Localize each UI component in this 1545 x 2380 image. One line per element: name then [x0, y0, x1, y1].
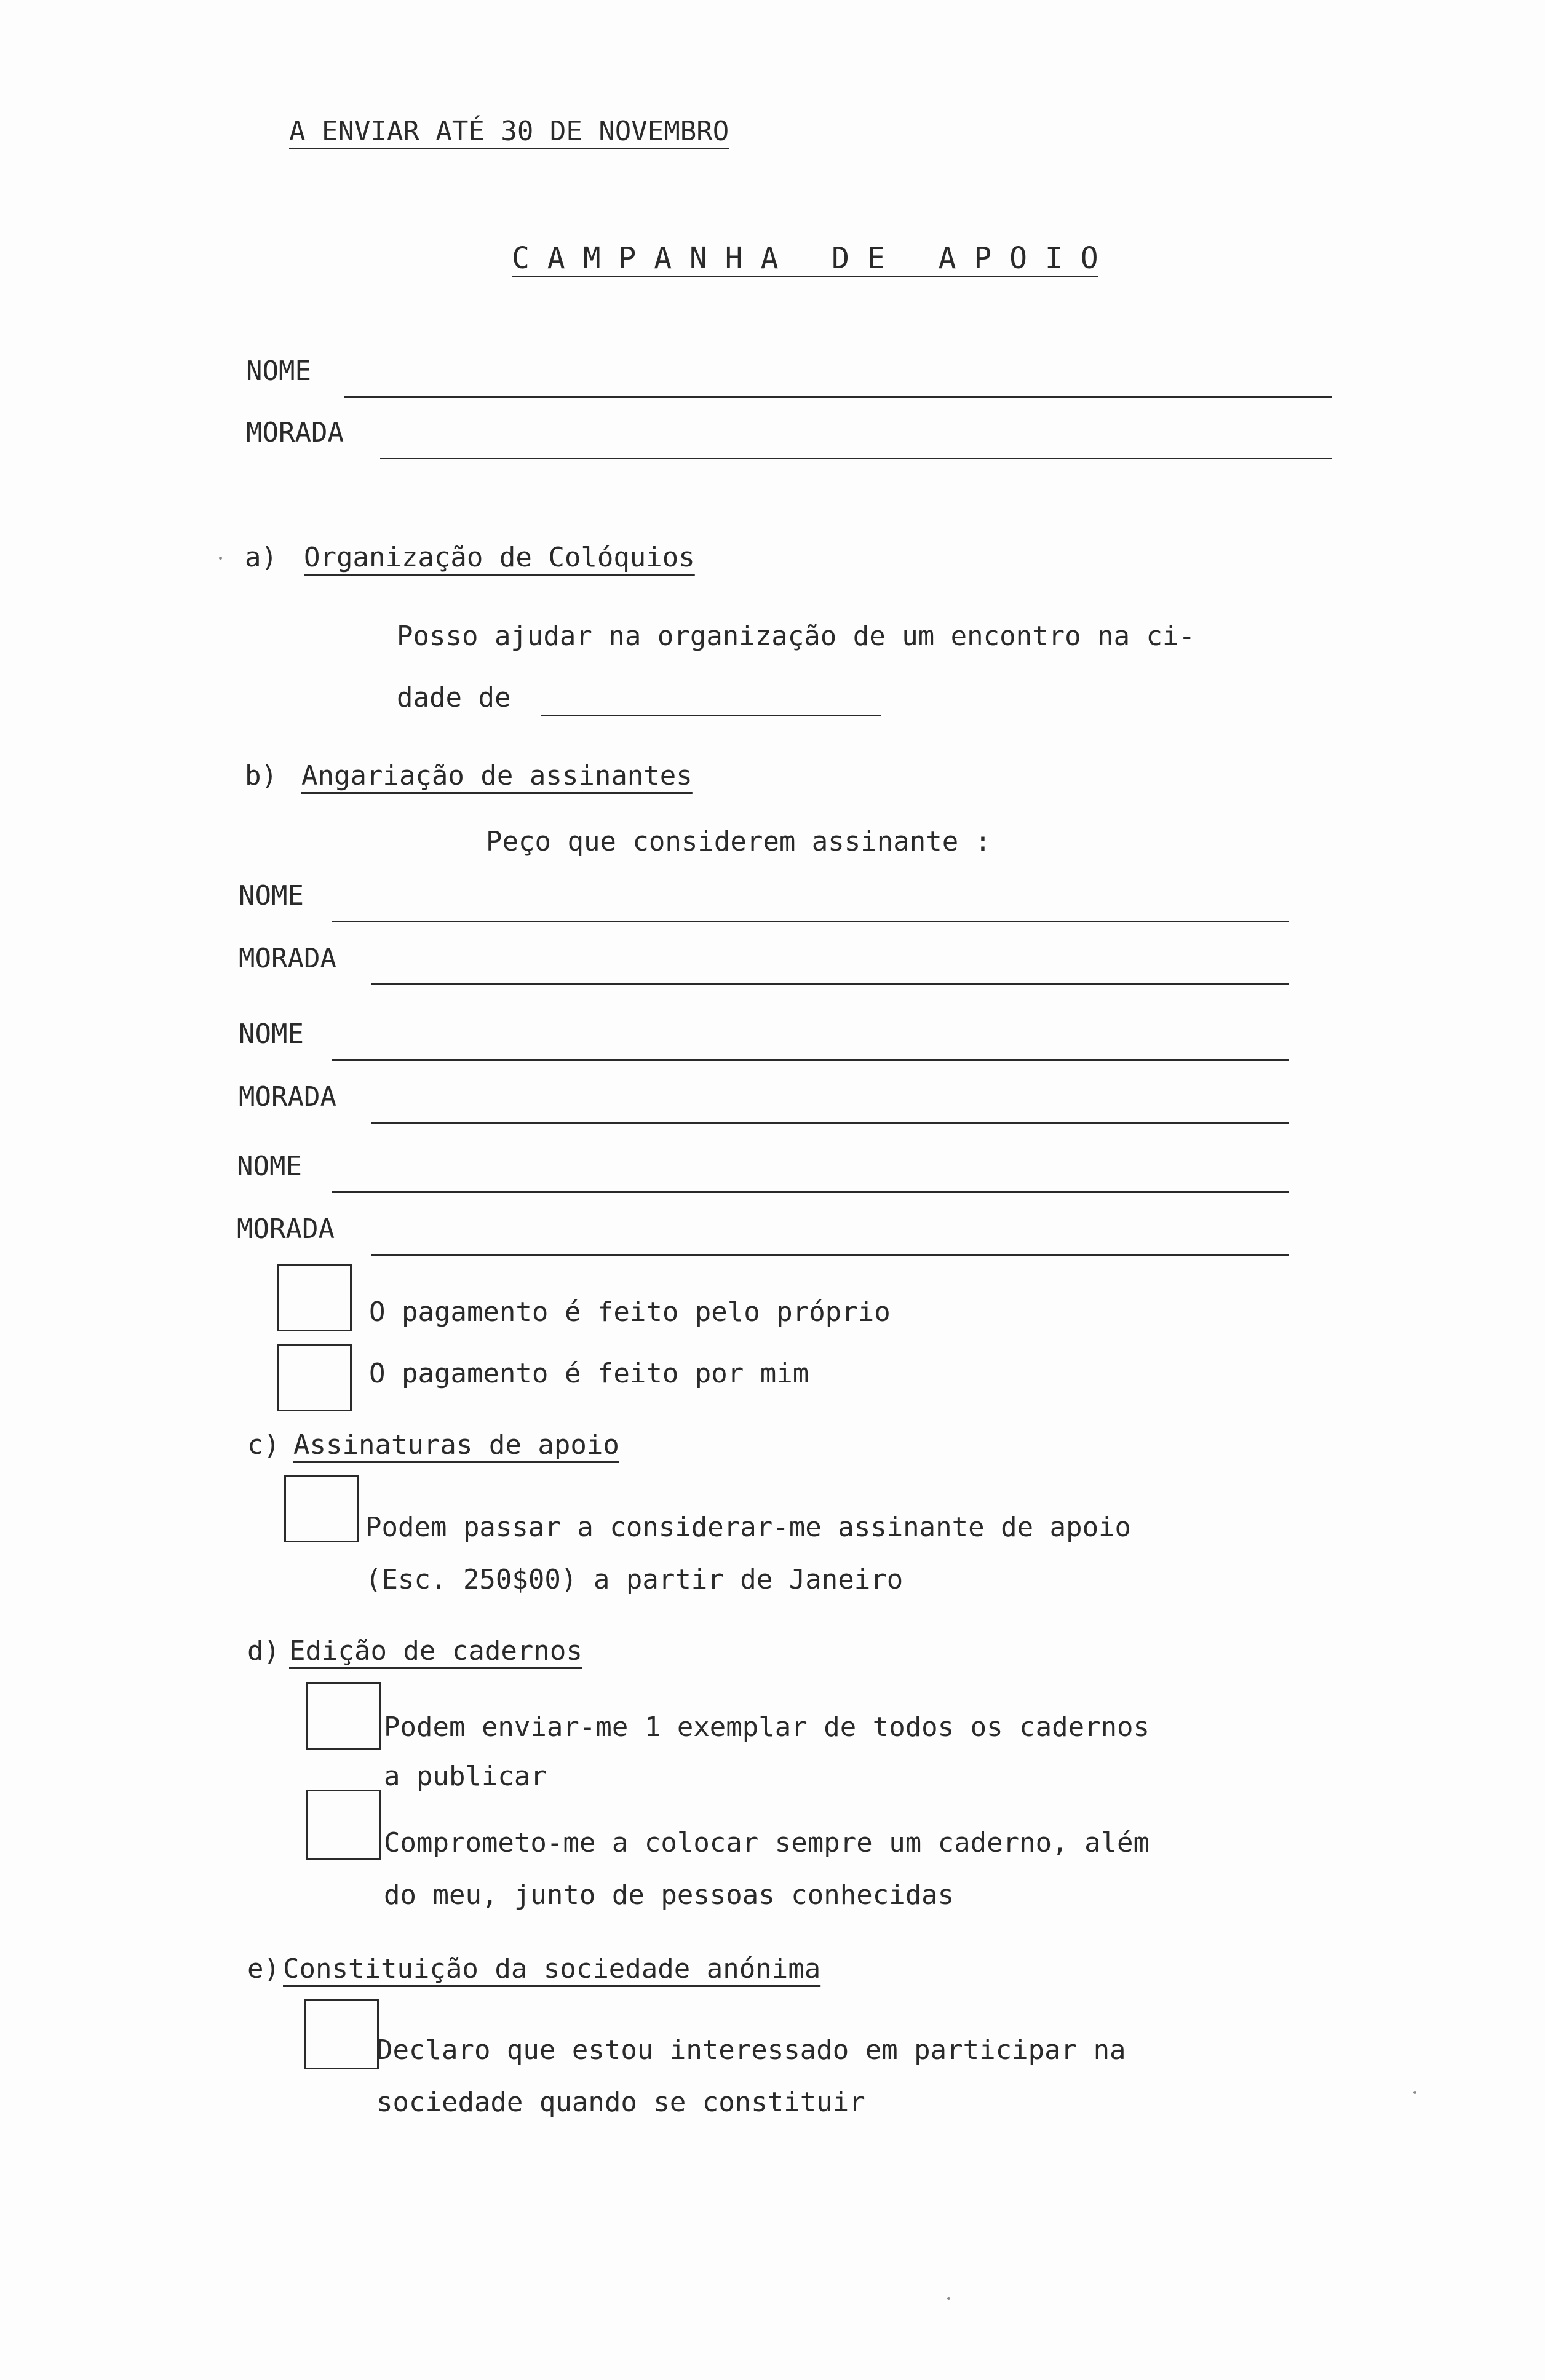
section-c-text-line2: (Esc. 250$00) a partir de Janeiro [365, 1564, 904, 1595]
subscriber-3-address-field[interactable] [371, 1254, 1289, 1256]
section-e-text-line1: Declaro que estou interessado em participar na [376, 2034, 1126, 2066]
subscriber-3-address-label: MORADA [237, 1213, 335, 1245]
subscriber-2-name-field[interactable] [332, 1059, 1289, 1061]
subscriber-1-address-field[interactable] [371, 983, 1289, 985]
section-c-heading: Assinaturas de apoio [293, 1429, 619, 1461]
section-a-text-line1: Posso ajudar na organização de um encontro na ci- [397, 621, 1196, 652]
section-a-text-line2: dade de [397, 682, 511, 713]
section-d-option2-line2: do meu, junto de pessoas conhecidas [384, 1879, 955, 1911]
section-e-letter: e) [247, 1953, 280, 1985]
sender-name-label: NOME [246, 355, 311, 387]
subscriber-2-address-label: MORADA [239, 1081, 336, 1113]
sender-name-field[interactable] [344, 396, 1332, 398]
sender-address-label: MORADA [246, 417, 344, 448]
company-interest-checkbox[interactable] [304, 1999, 379, 2069]
form-title: C A M P A N H A D E A P O I O [512, 241, 1098, 276]
section-c-text-line1: Podem passar a considerar-me assinante de apoio [365, 1512, 1132, 1543]
receive-copy-checkbox[interactable] [306, 1682, 381, 1750]
subscriber-1-name-label: NOME [239, 880, 304, 911]
section-e-heading: Constituição da sociedade anónima [283, 1953, 821, 1985]
distribute-copy-checkbox[interactable] [306, 1790, 381, 1860]
subscriber-3-name-label: NOME [237, 1151, 302, 1182]
section-d-option1-line2: a publicar [384, 1761, 547, 1792]
subscriber-2-name-label: NOME [239, 1018, 304, 1050]
payment-self-label: O pagamento é feito pelo próprio [369, 1296, 891, 1328]
section-d-option2-line1: Comprometo-me a colocar sempre um caderno, além [384, 1827, 1150, 1858]
subscriber-1-name-field[interactable] [332, 921, 1289, 922]
section-a-heading: Organização de Colóquios [304, 542, 695, 573]
subscriber-3-name-field[interactable] [332, 1191, 1289, 1193]
section-b-letter: b) [245, 760, 277, 791]
city-field[interactable] [541, 715, 881, 716]
section-a-letter: a) [245, 542, 277, 573]
section-e-text-line2: sociedade quando se constituir [376, 2087, 865, 2118]
sender-address-field[interactable] [380, 458, 1332, 459]
payment-me-label: O pagamento é feito por mim [369, 1358, 809, 1389]
scan-speck [219, 557, 222, 560]
payment-self-checkbox[interactable] [277, 1264, 352, 1331]
subscriber-2-address-field[interactable] [371, 1122, 1289, 1124]
section-d-option1-line1: Podem enviar-me 1 exemplar de todos os cadernos [384, 1712, 1150, 1743]
payment-me-checkbox[interactable] [277, 1344, 352, 1411]
support-subscription-checkbox[interactable] [284, 1475, 359, 1542]
section-d-letter: d) [247, 1635, 280, 1667]
deadline-notice: A ENVIAR ATÉ 30 DE NOVEMBRO [289, 116, 729, 147]
section-b-intro: Peço que considerem assinante : [486, 826, 991, 857]
section-c-letter: c) [247, 1429, 280, 1461]
scan-speck [947, 2297, 950, 2300]
section-d-heading: Edição de cadernos [289, 1635, 582, 1667]
subscriber-1-address-label: MORADA [239, 943, 336, 974]
scan-speck [1413, 2091, 1416, 2094]
section-b-heading: Angariação de assinantes [301, 760, 693, 791]
